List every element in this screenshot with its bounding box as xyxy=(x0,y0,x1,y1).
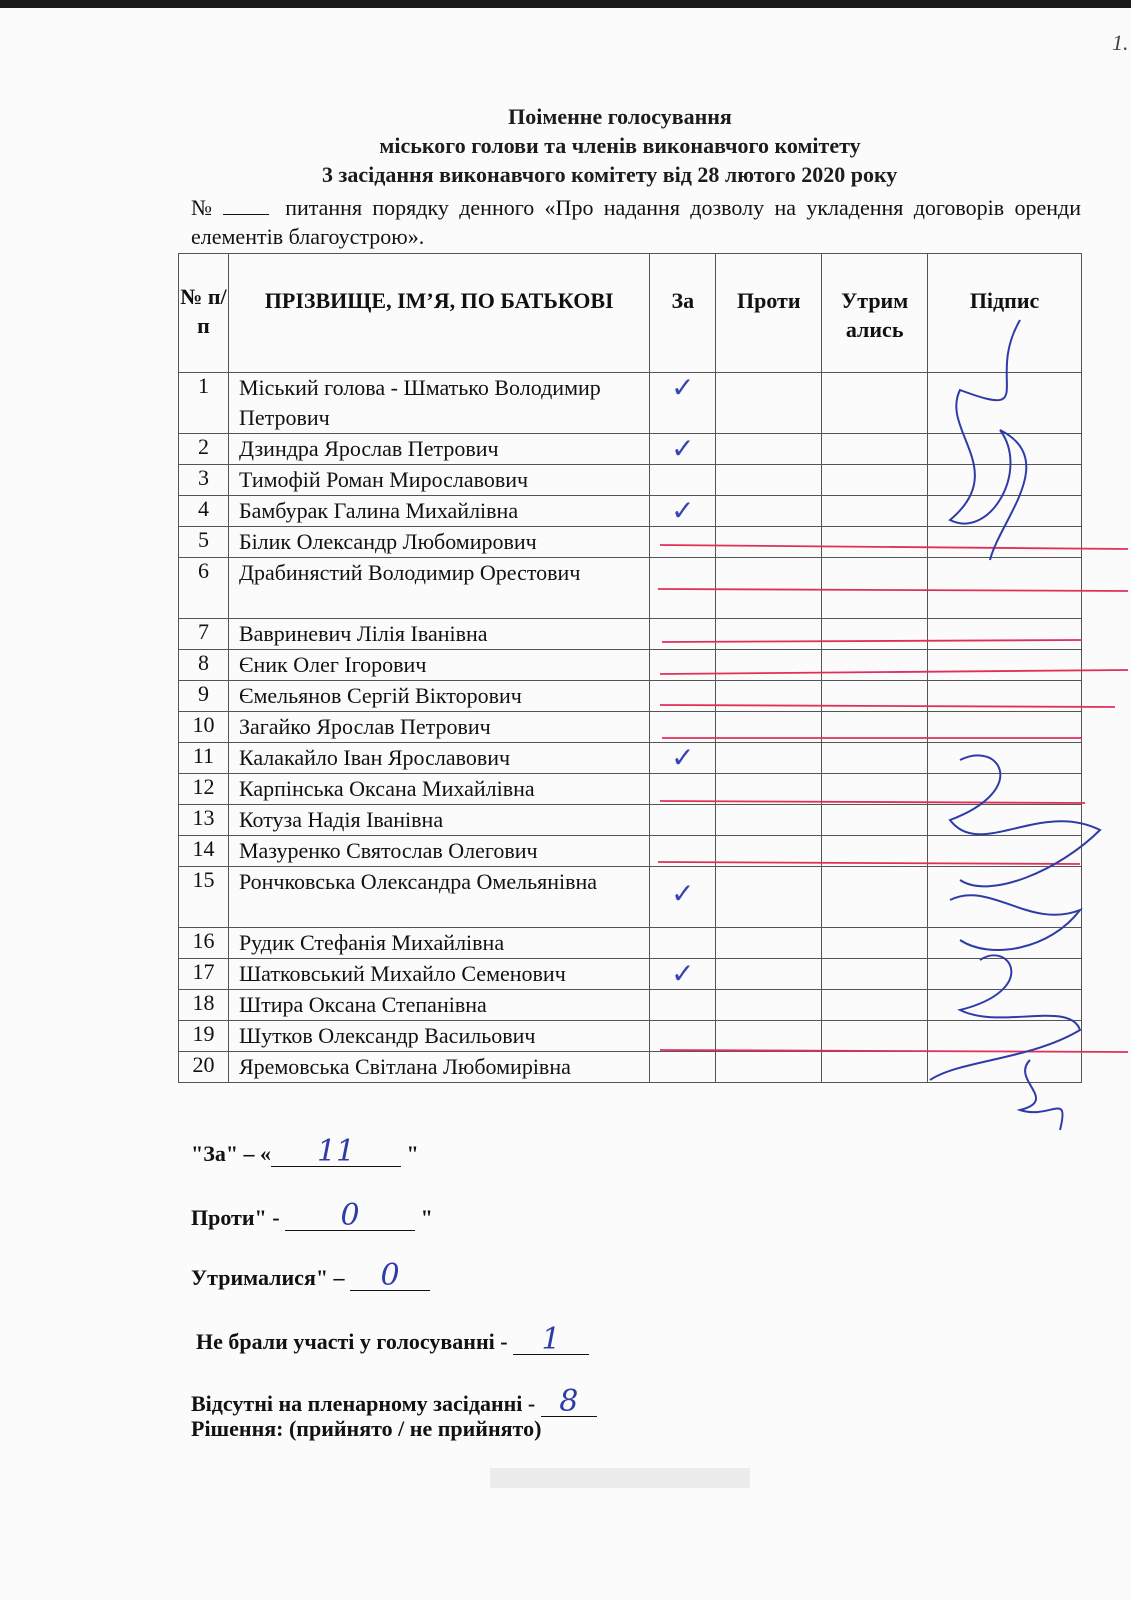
vote-for-cell xyxy=(650,836,716,867)
vote-for-cell xyxy=(650,990,716,1021)
row-name: Рончковська Олександра Омельянівна xyxy=(228,867,649,928)
signature-cell xyxy=(928,805,1082,836)
vote-against-cell xyxy=(716,805,822,836)
vote-abstained-cell xyxy=(822,1021,928,1052)
tally-not-voted-label: Не брали участі у голосуванні - xyxy=(196,1329,508,1354)
vote-for-cell xyxy=(650,1021,716,1052)
signature-cell xyxy=(928,867,1082,928)
header-for: За xyxy=(650,254,716,373)
signature-cell xyxy=(928,434,1082,465)
row-name: Драбинястий Володимир Орестович xyxy=(228,558,649,619)
vote-against-cell xyxy=(716,743,822,774)
row-num: 3 xyxy=(179,465,229,496)
title-line-2: міського голови та членів виконавчого комітету xyxy=(379,133,861,158)
vote-abstained-cell xyxy=(822,836,928,867)
row-num: 19 xyxy=(179,1021,229,1052)
tally-against-close: " xyxy=(420,1205,433,1230)
tally-against xyxy=(191,1198,433,1233)
header-abstained: Утрим ались xyxy=(822,254,928,373)
check-mark-icon: ✓ xyxy=(671,432,695,465)
table-row xyxy=(179,681,1082,712)
row-num: 20 xyxy=(179,1052,229,1083)
tally-not-voted-value: 1 xyxy=(513,1326,589,1355)
vote-for-cell xyxy=(650,558,716,619)
signature-cell xyxy=(928,527,1082,558)
row-num: 16 xyxy=(179,928,229,959)
row-num: 18 xyxy=(179,990,229,1021)
table-row xyxy=(179,527,1082,558)
signature-cell xyxy=(928,990,1082,1021)
row-num: 7 xyxy=(179,619,229,650)
signature-cell xyxy=(928,774,1082,805)
decision-label: Рішення: (прийнято / не прийнято) xyxy=(191,1416,542,1441)
vote-against-cell xyxy=(716,619,822,650)
vote-against-cell xyxy=(716,465,822,496)
table-row xyxy=(179,619,1082,650)
vote-against-cell xyxy=(716,959,822,990)
tally-absent-label: Відсутні на пленарному засіданні - xyxy=(191,1391,536,1416)
vote-against-cell xyxy=(716,434,822,465)
vote-abstained-cell xyxy=(822,959,928,990)
vote-against-cell xyxy=(716,836,822,867)
table-row xyxy=(179,465,1082,496)
tally-not-voted xyxy=(196,1322,589,1357)
vote-against-cell xyxy=(716,681,822,712)
vote-abstained-cell xyxy=(822,496,928,527)
vote-abstained-cell xyxy=(822,805,928,836)
tally-for-label: "За" – « xyxy=(191,1141,272,1166)
row-name: Ємельянов Сергій Вікторович xyxy=(228,681,649,712)
row-num: 13 xyxy=(179,805,229,836)
vote-abstained-cell xyxy=(822,527,928,558)
vote-for-cell xyxy=(650,712,716,743)
tally-for xyxy=(191,1134,419,1169)
page-number: 1. xyxy=(1112,30,1129,55)
row-name: Штира Оксана Степанівна xyxy=(228,990,649,1021)
vote-against-cell xyxy=(716,1021,822,1052)
table-row xyxy=(179,774,1082,805)
signature-cell xyxy=(928,959,1082,990)
signature-cell xyxy=(928,743,1082,774)
table-row xyxy=(179,867,1082,928)
scan-top-border xyxy=(0,0,1131,8)
row-name: Яремовська Світлана Любомирівна xyxy=(228,1052,649,1083)
vote-abstained-cell xyxy=(822,1052,928,1083)
vote-abstained-cell xyxy=(822,434,928,465)
table-row xyxy=(179,712,1082,743)
row-name: Бамбурак Галина Михайлівна xyxy=(228,496,649,527)
table-row xyxy=(179,1021,1082,1052)
vote-abstained-cell xyxy=(822,465,928,496)
row-num: 14 xyxy=(179,836,229,867)
row-name: Дзиндра Ярослав Петрович xyxy=(228,434,649,465)
header-name: ПРІЗВИЩЕ, ІМ’Я, ПО БАТЬКОВІ xyxy=(228,254,649,373)
row-name: Рудик Стефанія Михайлівна xyxy=(228,928,649,959)
vote-abstained-cell xyxy=(822,928,928,959)
check-mark-icon: ✓ xyxy=(671,741,695,774)
vote-against-cell xyxy=(716,1052,822,1083)
tally-absent-value: 8 xyxy=(541,1388,597,1417)
vote-for-cell xyxy=(650,650,716,681)
vote-table xyxy=(178,253,1082,1083)
row-num: 9 xyxy=(179,681,229,712)
vote-abstained-cell xyxy=(822,712,928,743)
row-num: 12 xyxy=(179,774,229,805)
row-name: Білик Олександр Любомирович xyxy=(228,527,649,558)
row-name: Міський голова - Шматько Володимир Петрович xyxy=(228,373,649,434)
signature-cell xyxy=(928,836,1082,867)
row-name: Загайко Ярослав Петрович xyxy=(228,712,649,743)
vote-for-cell xyxy=(650,1052,716,1083)
table-row xyxy=(179,743,1082,774)
signature-cell xyxy=(928,496,1082,527)
table-row xyxy=(179,959,1082,990)
vote-against-cell xyxy=(716,496,822,527)
vote-abstained-cell xyxy=(822,373,928,434)
signature-cell xyxy=(928,928,1082,959)
decision-line xyxy=(191,1416,541,1442)
signature-cell xyxy=(928,465,1082,496)
title-line-1: Поіменне голосування xyxy=(508,104,732,129)
header-against: Проти xyxy=(716,254,822,373)
table-row xyxy=(179,990,1082,1021)
header-signature: Підпис xyxy=(928,254,1082,373)
row-name: Єник Олег Ігорович xyxy=(228,650,649,681)
vote-for-cell xyxy=(650,681,716,712)
vote-for-cell xyxy=(650,434,716,465)
vote-for-cell xyxy=(650,496,716,527)
tally-absent xyxy=(191,1384,597,1419)
vote-abstained-cell xyxy=(822,867,928,928)
row-num: 17 xyxy=(179,959,229,990)
vote-for-cell xyxy=(650,959,716,990)
vote-against-cell xyxy=(716,867,822,928)
table-row xyxy=(179,928,1082,959)
title-line-3: 3 засідання виконавчого комітету від 28 лютого 2020 року xyxy=(322,162,898,187)
table-row xyxy=(179,373,1082,434)
vote-against-cell xyxy=(716,928,822,959)
signature-cell xyxy=(928,650,1082,681)
row-num: 11 xyxy=(179,743,229,774)
check-mark-icon: ✓ xyxy=(671,957,695,990)
signature-cell xyxy=(928,712,1082,743)
agenda-item xyxy=(191,193,1081,251)
table-row xyxy=(179,836,1082,867)
vote-against-cell xyxy=(716,990,822,1021)
check-mark-icon: ✓ xyxy=(671,877,695,910)
tally-abstained-label: Утрималися" – xyxy=(191,1265,345,1290)
vote-against-cell xyxy=(716,527,822,558)
vote-for-cell xyxy=(650,774,716,805)
agenda-number-blank xyxy=(223,214,269,215)
vote-for-cell xyxy=(650,465,716,496)
vote-for-cell xyxy=(650,928,716,959)
row-num: 6 xyxy=(179,558,229,619)
vote-for-cell xyxy=(650,743,716,774)
vote-against-cell xyxy=(716,712,822,743)
vote-for-cell xyxy=(650,805,716,836)
table-row xyxy=(179,434,1082,465)
header-num: № п/п xyxy=(179,254,229,373)
vote-abstained-cell xyxy=(822,619,928,650)
tally-for-close: " xyxy=(406,1141,419,1166)
row-name: Тимофій Роман Мирославович xyxy=(228,465,649,496)
row-name: Котуза Надія Іванівна xyxy=(228,805,649,836)
vote-abstained-cell xyxy=(822,774,928,805)
row-num: 15 xyxy=(179,867,229,928)
row-name: Вавриневич Лілія Іванівна xyxy=(228,619,649,650)
tally-against-label: Проти" - xyxy=(191,1205,280,1230)
row-num: 10 xyxy=(179,712,229,743)
tally-for-value: 11 xyxy=(271,1138,401,1167)
row-num: 8 xyxy=(179,650,229,681)
check-mark-icon: ✓ xyxy=(671,494,695,527)
signature-cell xyxy=(928,681,1082,712)
signature-cell xyxy=(928,373,1082,434)
table-row xyxy=(179,1052,1082,1083)
signature-cell xyxy=(928,619,1082,650)
vote-abstained-cell xyxy=(822,681,928,712)
table-row xyxy=(179,805,1082,836)
row-name: Шутков Олександр Васильович xyxy=(228,1021,649,1052)
vote-abstained-cell xyxy=(822,990,928,1021)
vote-against-cell xyxy=(716,774,822,805)
vote-for-cell xyxy=(650,619,716,650)
vote-for-cell xyxy=(650,867,716,928)
table-row xyxy=(179,496,1082,527)
vote-for-cell xyxy=(650,527,716,558)
vote-against-cell xyxy=(716,373,822,434)
tally-abstained-value: 0 xyxy=(350,1262,430,1291)
row-num: 2 xyxy=(179,434,229,465)
vote-against-cell xyxy=(716,650,822,681)
row-num: 4 xyxy=(179,496,229,527)
table-row xyxy=(179,558,1082,619)
row-num: 5 xyxy=(179,527,229,558)
vote-abstained-cell xyxy=(822,558,928,619)
row-name: Калакайло Іван Ярославович xyxy=(228,743,649,774)
tally-against-value: 0 xyxy=(285,1202,415,1231)
agenda-text: питання порядку денного «Про надання дозволу на укладення договорів оренди елементів благоустрою». xyxy=(191,195,1082,249)
signature-cell xyxy=(928,1052,1082,1083)
agenda-prefix: № xyxy=(191,195,217,220)
row-name: Шатковський Михайло Семенович xyxy=(228,959,649,990)
row-name: Мазуренко Святослав Олегович xyxy=(228,836,649,867)
row-num: 1 xyxy=(179,373,229,434)
table-row xyxy=(179,650,1082,681)
vote-against-cell xyxy=(716,558,822,619)
vote-abstained-cell xyxy=(822,650,928,681)
check-mark-icon: ✓ xyxy=(671,371,695,404)
signature-cell xyxy=(928,558,1082,619)
row-name: Карпінська Оксана Михайлівна xyxy=(228,774,649,805)
vote-abstained-cell xyxy=(822,743,928,774)
faint-stamp xyxy=(490,1468,750,1488)
tally-abstained xyxy=(191,1258,430,1293)
signature-cell xyxy=(928,1021,1082,1052)
vote-for-cell xyxy=(650,373,716,434)
